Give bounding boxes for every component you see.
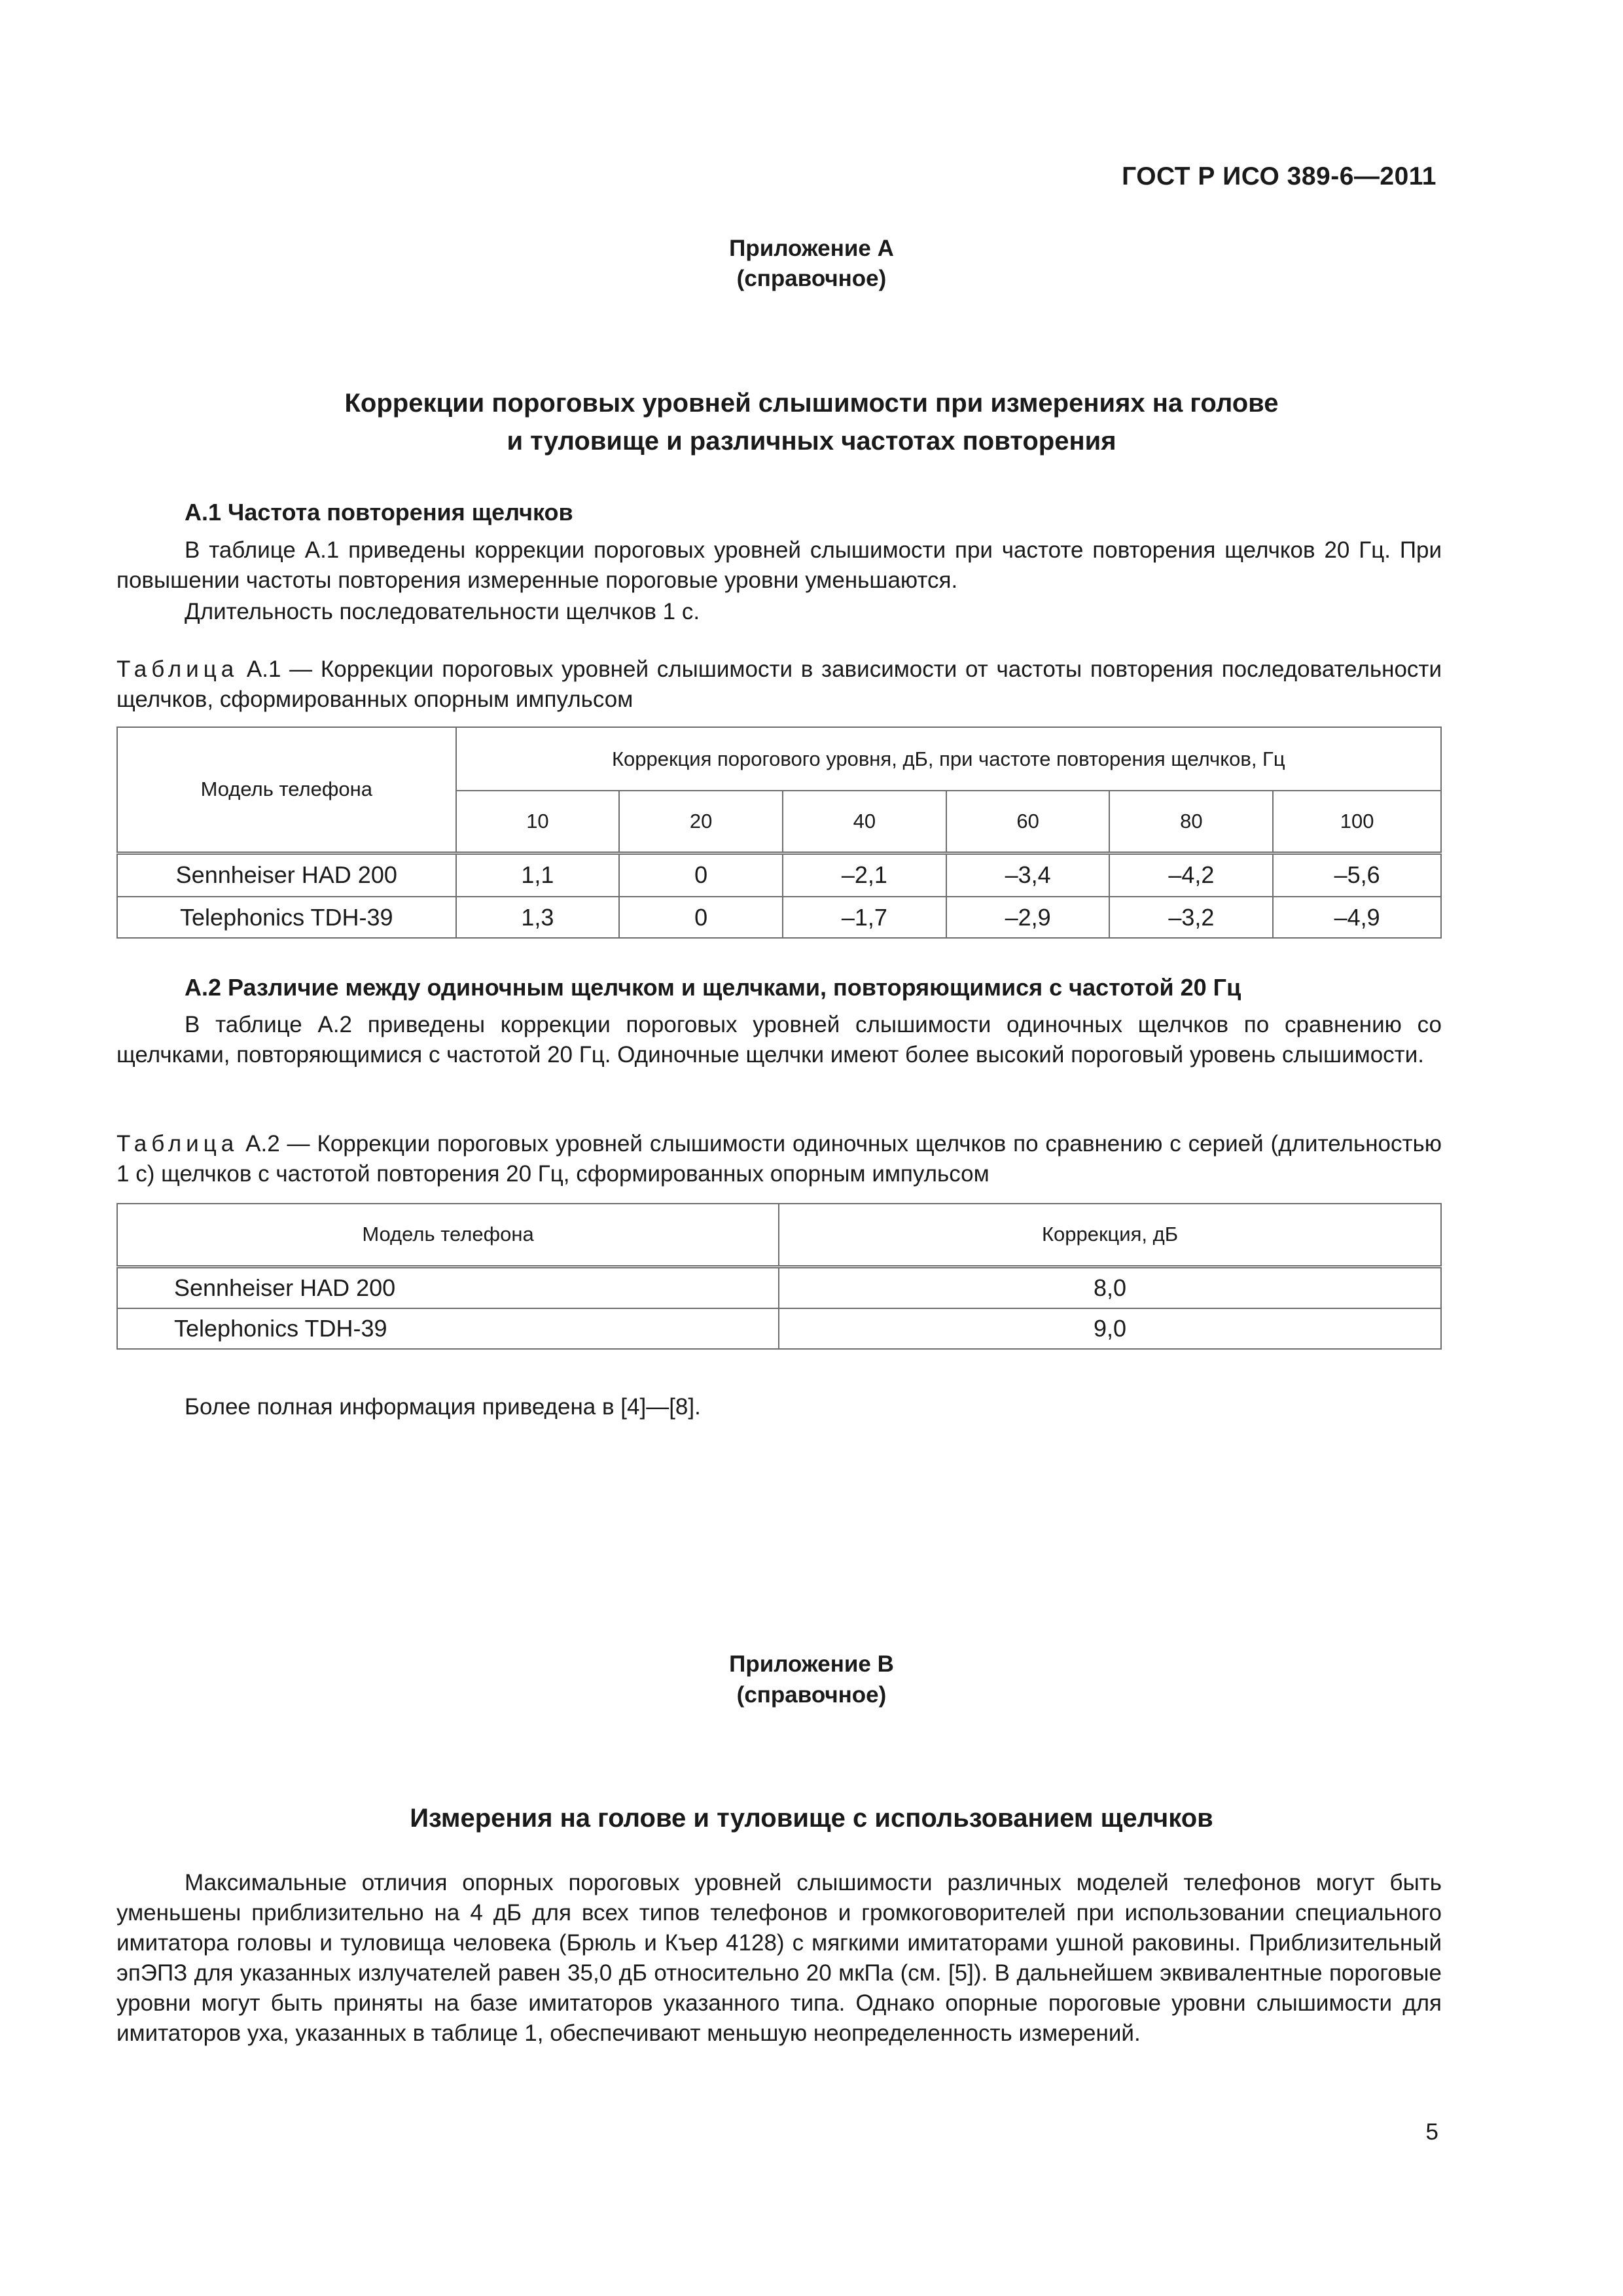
table-a1-caption-text: А.1 — Коррекции пороговых уровней слышимости в зависимости от частоты повторения последовательности щелчков, сформированных опорным импульсом bbox=[116, 656, 1442, 712]
appendix-b-title: Измерения на голове и туловище с использованием щелчков bbox=[410, 1804, 1213, 1833]
table-a1-freq: 10 bbox=[456, 791, 620, 853]
table-a1-freq: 60 bbox=[946, 791, 1110, 853]
section-a1-paragraph: В таблице А.1 приведены коррекции пороговых уровней слышимости при частоте повторения щелчков 20 Гц. При повышении частоты повторения измеренные пороговые уровни уменьшаются. bbox=[116, 537, 1442, 593]
table-a2-caption-word: Таблица bbox=[116, 1131, 239, 1157]
table-a2-caption-text: А.2 — Коррекции пороговых уровней слышимости одиночных щелчков по сравнению с серией (длительностью 1 с) щелчков с частотой повторения 20 Гц, сформированных опорным импульсом bbox=[116, 1131, 1442, 1187]
section-a1-paragraph-2: Длительность последовательности щелчков 1 с. bbox=[185, 599, 700, 624]
section-a2-paragraph: В таблице А.2 приведены коррекции пороговых уровней слышимости одиночных щелчков по сравнению со щелчками, повторяющимися с частотой 20 Гц. Одиночные щелчки имеют более высокий пороговый уровень слышимости. bbox=[116, 1012, 1442, 1067]
table-a2-value-cell: 8,0 bbox=[779, 1266, 1441, 1308]
table-a1-header-model: Модель телефона bbox=[117, 727, 456, 853]
table-a2-caption bbox=[116, 1129, 1442, 1189]
appendix-a-label: Приложение А bbox=[729, 236, 894, 261]
table-a2 bbox=[116, 1203, 1442, 1350]
table-a1-value-cell: –4,9 bbox=[1273, 897, 1441, 938]
table-a1-caption-word: Таблица bbox=[116, 656, 239, 682]
table-a1-freq: 100 bbox=[1273, 791, 1441, 853]
table-a1-value-cell: –3,4 bbox=[946, 853, 1110, 897]
section-a2-heading: А.2 Различие между одиночным щелчком и щелчками, повторяющимися с частотой 20 Гц bbox=[185, 974, 1241, 1001]
table-row bbox=[117, 1266, 1441, 1308]
table-a1-value-cell: –2,9 bbox=[946, 897, 1110, 938]
table-a1-freq: 20 bbox=[619, 791, 783, 853]
table-a2-value-cell: 9,0 bbox=[779, 1308, 1441, 1349]
table-row bbox=[117, 853, 1441, 897]
table-a1-caption bbox=[116, 655, 1442, 715]
table-a2-header-correction: Коррекция, дБ bbox=[779, 1204, 1441, 1266]
table-a2-header-model: Модель телефона bbox=[117, 1204, 779, 1266]
table-row bbox=[117, 1308, 1441, 1349]
table-a2-model-cell: Sennheiser HAD 200 bbox=[117, 1266, 779, 1308]
section-a1-heading: А.1 Частота повторения щелчков bbox=[185, 499, 573, 526]
appendix-a-status: (справочное) bbox=[736, 266, 887, 291]
document-code: ГОСТ Р ИСО 389-6—2011 bbox=[1122, 162, 1436, 190]
table-a1 bbox=[116, 726, 1442, 939]
table-a1-value-cell: 1,1 bbox=[456, 853, 620, 897]
table-a1-model-cell: Telephonics TDH-39 bbox=[117, 897, 456, 938]
table-a2-model-cell: Telephonics TDH-39 bbox=[117, 1308, 779, 1349]
table-a1-value-cell: –1,7 bbox=[783, 897, 946, 938]
table-a1-value-cell: 1,3 bbox=[456, 897, 620, 938]
table-a1-freq: 40 bbox=[783, 791, 946, 853]
table-a1-value-cell: –3,2 bbox=[1109, 897, 1273, 938]
page-number: 5 bbox=[1425, 2119, 1438, 2145]
appendix-b-paragraph: Максимальные отличия опорных пороговых уровней слышимости различных моделей телефонов могут быть уменьшены приблизительно на 4 дБ для всех типов телефонов и громкоговорителей при использовании специального имитатора головы и туловища человека (Брюль и Къер 4128) с мягкими имитаторами ушной раковины. Приблизительный эпЭПЗ для указанных излучателей равен 35,0 дБ относительно 20 мкПа (см. [5]). В дальнейшем эквивалентные пороговые уровни могут быть приняты на базе имитаторов указанного типа. Однако опорные пороговые уровни слышимости для имитаторов уха, указанных в таблице 1, обеспечивают меньшую неопределенность измерений. bbox=[116, 1870, 1442, 2046]
appendix-a-title-line2: и туловище и различных частотах повторения bbox=[507, 427, 1116, 456]
appendix-b-label: Приложение В bbox=[729, 1651, 894, 1677]
table-row bbox=[117, 897, 1441, 938]
table-a1-value-cell: –2,1 bbox=[783, 853, 946, 897]
table-a1-freq: 80 bbox=[1109, 791, 1273, 853]
table-a1-value-cell: 0 bbox=[619, 853, 783, 897]
table-a1-value-cell: –5,6 bbox=[1273, 853, 1441, 897]
table-a1-header-group: Коррекция порогового уровня, дБ, при частоте повторения щелчков, Гц bbox=[456, 727, 1441, 791]
table-a1-model-cell: Sennheiser HAD 200 bbox=[117, 853, 456, 897]
table-a1-value-cell: 0 bbox=[619, 897, 783, 938]
appendix-b-status: (справочное) bbox=[736, 1682, 887, 1708]
more-info-paragraph: Более полная информация приведена в [4]—[8]. bbox=[185, 1394, 701, 1420]
table-a1-value-cell: –4,2 bbox=[1109, 853, 1273, 897]
appendix-a-title-line1: Коррекции пороговых уровней слышимости при измерениях на голове bbox=[344, 389, 1279, 418]
